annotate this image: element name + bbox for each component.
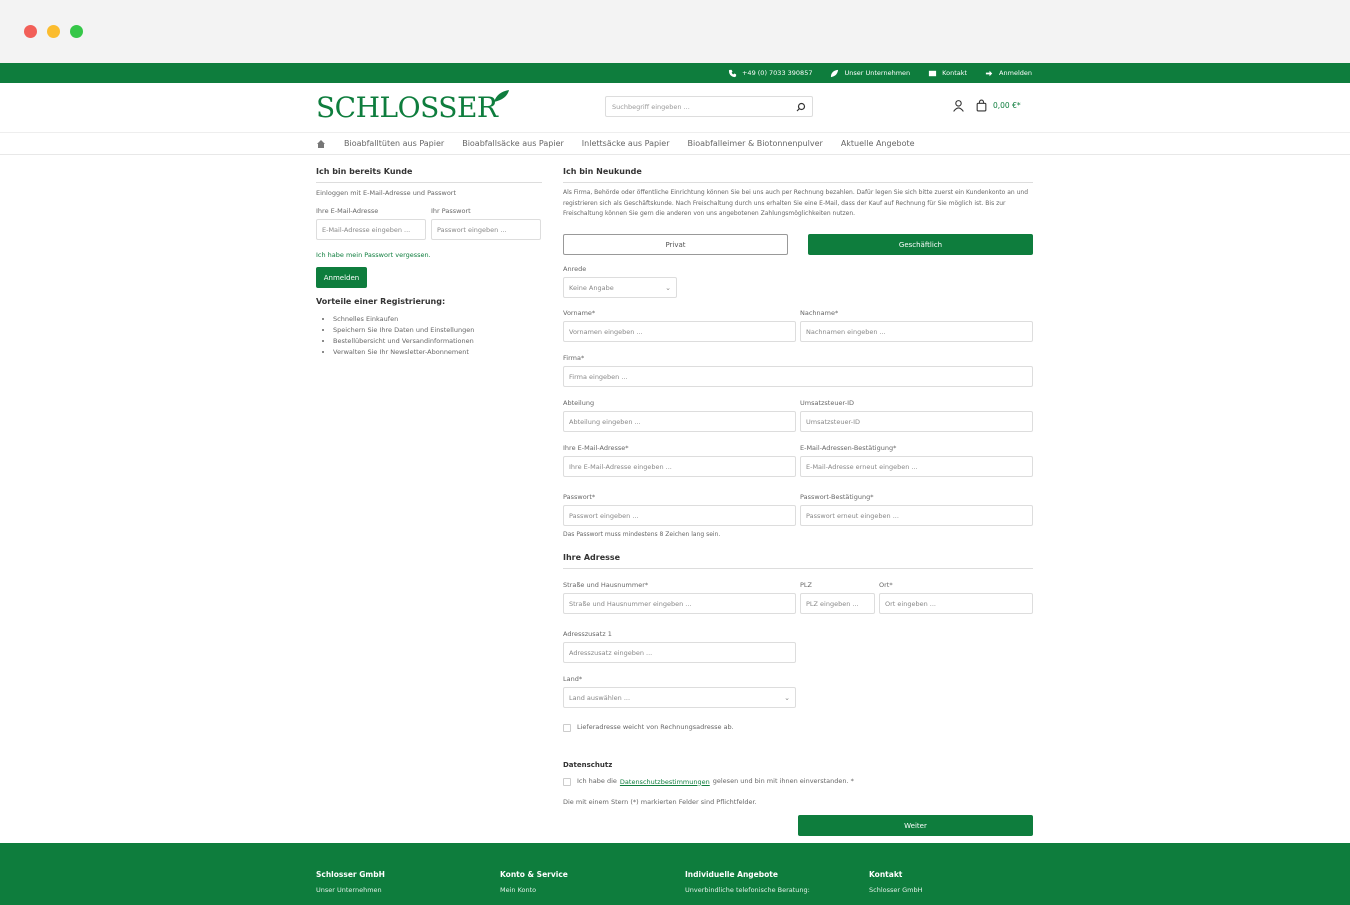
header-actions: [952, 99, 1021, 112]
firstname-label: Vorname*: [563, 309, 596, 317]
zip-placeholder: PLZ eingeben ...: [806, 599, 859, 608]
phone-number: +49 (0) 7033 390857: [741, 69, 813, 77]
tab-business[interactable]: Geschäftlich: [808, 234, 1033, 255]
search-input[interactable]: [605, 96, 813, 117]
vat-input[interactable]: [800, 411, 1033, 432]
footer-col-title: Kontakt: [869, 870, 903, 879]
city-label: Ort*: [879, 581, 893, 589]
home-icon[interactable]: [316, 139, 326, 149]
firstname-placeholder: Vornamen eingeben ...: [569, 327, 643, 336]
footer-col-offers: [685, 870, 810, 896]
leaf-icon: [830, 69, 839, 78]
cart-total[interactable]: 0,00 €*: [993, 101, 1021, 110]
salutation-select[interactable]: [563, 277, 677, 298]
email-confirm-input[interactable]: [800, 456, 1033, 477]
country-label: Land*: [563, 675, 583, 683]
login-email-input[interactable]: [316, 219, 426, 240]
vat-placeholder: Umsatzsteuer-ID: [806, 417, 860, 426]
addr2-label: Adresszusatz 1: [563, 630, 612, 638]
login-section: [316, 167, 542, 358]
department-input[interactable]: [563, 411, 796, 432]
login-password-label: Ihr Passwort: [431, 207, 471, 215]
shipping-diff-label: Lieferadresse weicht von Rechnungsadresse ab.: [577, 723, 734, 731]
login-link[interactable]: [985, 69, 1032, 78]
register-title: Ich bin Neukunde: [563, 167, 1033, 183]
vat-label: Umsatzsteuer-ID: [800, 399, 854, 407]
login-title: Ich bin bereits Kunde: [316, 167, 542, 183]
login-password-input[interactable]: [431, 219, 541, 240]
benefit-item: • Schnelles Einkaufen: [333, 314, 542, 325]
footer-link[interactable]: Unverbindliche telefonische Beratung:: [685, 886, 810, 894]
nav-item-inlet-sacks[interactable]: Inlettsäcke aus Papier: [581, 139, 670, 148]
footer-link[interactable]: Mein Konto: [500, 886, 537, 894]
benefits-title: Vorteile einer Registrierung:: [316, 297, 446, 306]
password-label: Passwort*: [563, 493, 596, 501]
login-button[interactable]: Anmelden: [316, 267, 367, 288]
mail-icon: [928, 69, 937, 78]
search-placeholder: Suchbegriff eingeben ...: [612, 102, 690, 111]
salutation-value: Keine Angabe: [569, 283, 614, 292]
top-service-bar: [0, 63, 1350, 83]
nav-item-bins[interactable]: Bioabfalleimer & Biotonnenpulver: [687, 139, 823, 148]
login-email-label: Ihre E-Mail-Adresse: [316, 207, 379, 215]
search-icon[interactable]: [796, 102, 806, 112]
contact-link[interactable]: [928, 69, 967, 78]
benefits-list: [316, 314, 542, 358]
password-input[interactable]: [563, 505, 796, 526]
nav-item-paper-sacks[interactable]: Bioabfallsäcke aus Papier: [462, 139, 564, 148]
lastname-input[interactable]: [800, 321, 1033, 342]
window-controls: [24, 25, 83, 38]
forgot-password-link[interactable]: Ich habe mein Passwort vergessen.: [316, 251, 431, 259]
shop-page: [0, 63, 1350, 905]
registration-section: [563, 167, 1033, 857]
firstname-input[interactable]: [563, 321, 796, 342]
contact-link-label: Kontakt: [942, 69, 968, 77]
login-email-placeholder: E-Mail-Adresse eingeben ...: [322, 225, 411, 234]
email-input[interactable]: [563, 456, 796, 477]
city-placeholder: Ort eingeben ...: [885, 599, 936, 608]
footer-link[interactable]: Unser Unternehmen: [316, 886, 382, 894]
country-select[interactable]: [563, 687, 796, 708]
login-password-placeholder: Passwort eingeben ...: [437, 225, 507, 234]
maximize-window-button[interactable]: [70, 25, 83, 38]
cart-icon[interactable]: [975, 99, 988, 112]
shipping-diff-checkbox[interactable]: [563, 724, 571, 732]
addr2-input[interactable]: [563, 642, 796, 663]
logo-text: SCHLOSSER: [316, 91, 498, 124]
close-window-button[interactable]: [24, 25, 37, 38]
company-link-label: Unser Unternehmen: [844, 69, 911, 77]
company-placeholder: Firma eingeben ...: [569, 372, 628, 381]
company-link[interactable]: [830, 69, 910, 78]
footer-col-title: Schlosser GmbH: [316, 870, 385, 879]
zip-input[interactable]: [800, 593, 875, 614]
country-placeholder: Land auswählen ...: [569, 693, 631, 702]
nav-item-paper-bags[interactable]: Bioabfalltüten aus Papier: [344, 139, 445, 148]
password-confirm-label: Passwort-Bestätigung*: [800, 493, 874, 501]
email-confirm-placeholder: E-Mail-Adresse erneut eingeben ...: [806, 462, 918, 471]
minimize-window-button[interactable]: [47, 25, 60, 38]
zip-label: PLZ: [800, 581, 812, 589]
privacy-pre: Ich habe die: [577, 777, 617, 785]
site-logo[interactable]: [316, 91, 497, 124]
chevron-down-icon: ⌄: [784, 693, 790, 702]
department-placeholder: Abteilung eingeben ...: [569, 417, 641, 426]
email-placeholder: Ihre E-Mail-Adresse eingeben ...: [569, 462, 672, 471]
city-input[interactable]: [879, 593, 1033, 614]
password-hint: Das Passwort muss mindestens 8 Zeichen lang sein.: [563, 531, 721, 538]
benefit-item: • Speichern Sie Ihre Daten und Einstellungen: [333, 325, 542, 336]
privacy-checkbox[interactable]: [563, 778, 571, 786]
tab-private[interactable]: Privat: [563, 234, 788, 255]
footer-col-title: Individuelle Angebote: [685, 870, 778, 879]
footer-col-account: [500, 870, 568, 896]
continue-button[interactable]: Weiter: [798, 815, 1033, 836]
company-label: Firma*: [563, 354, 585, 362]
privacy-link[interactable]: Datenschutzbestimmungen: [619, 777, 710, 786]
street-input[interactable]: [563, 593, 796, 614]
street-placeholder: Straße und Hausnummer eingeben ...: [569, 599, 692, 608]
street-label: Straße und Hausnummer*: [563, 581, 649, 589]
phone-icon: [728, 69, 737, 78]
main-navigation: [0, 133, 1350, 155]
required-note: Die mit einem Stern (*) markierten Felder sind Pflichtfelder.: [563, 798, 757, 806]
phone-link[interactable]: [728, 69, 812, 78]
addr2-placeholder: Adresszusatz eingeben ...: [569, 648, 653, 657]
login-link-label: Anmelden: [999, 69, 1032, 77]
site-header: [0, 83, 1350, 133]
account-icon[interactable]: [952, 99, 965, 112]
address-title: Ihre Adresse: [563, 553, 1033, 569]
logo-leaf-icon: [493, 89, 511, 103]
footer-col-contact: [869, 870, 923, 896]
footer-link[interactable]: Schlosser GmbH: [869, 886, 923, 894]
privacy-title: Datenschutz: [563, 761, 613, 769]
nav-item-offers[interactable]: Aktuelle Angebote: [840, 139, 915, 148]
footer-col-title: Konto & Service: [500, 870, 568, 879]
email-confirm-label: E-Mail-Adressen-Bestätigung*: [800, 444, 897, 452]
login-icon: [985, 69, 994, 78]
privacy-post: gelesen und bin mit ihnen einverstanden. *: [712, 777, 854, 785]
chevron-down-icon: ⌄: [665, 283, 671, 292]
benefit-item: • Bestellübersicht und Versandinformationen: [333, 336, 542, 347]
lastname-placeholder: Nachnamen eingeben ...: [806, 327, 886, 336]
password-placeholder: Passwort eingeben ...: [569, 511, 639, 520]
email-label: Ihre E-Mail-Adresse*: [563, 444, 629, 452]
footer-col-company: [316, 870, 385, 896]
password-confirm-input[interactable]: [800, 505, 1033, 526]
login-intro: Einloggen mit E-Mail-Adresse und Passwort: [316, 189, 457, 197]
register-intro: Als Firma, Behörde oder öffentliche Einrichtung können Sie bei uns auch per Rechnung bezahlen. Dafür legen Sie sich bitte zuerst ein Kundenkonto an und registrieren sich als Geschäftskunde. Nach Freischaltung durch uns erhalten Sie eine E-Mail, dass der Kauf auf Rechnung für Sie möglich ist. Bis zur Freischaltung können Sie gern die anderen von uns angebotenen Zahlungsmöglichkeiten nutzen.: [563, 189, 1029, 217]
benefit-item: • Verwalten Sie Ihr Newsletter-Abonnement: [333, 347, 542, 358]
department-label: Abteilung: [563, 399, 595, 407]
lastname-label: Nachname*: [800, 309, 839, 317]
password-confirm-placeholder: Passwort erneut eingeben ...: [806, 511, 899, 520]
salutation-label: Anrede: [563, 265, 587, 273]
company-input[interactable]: [563, 366, 1033, 387]
site-footer: [0, 843, 1350, 905]
